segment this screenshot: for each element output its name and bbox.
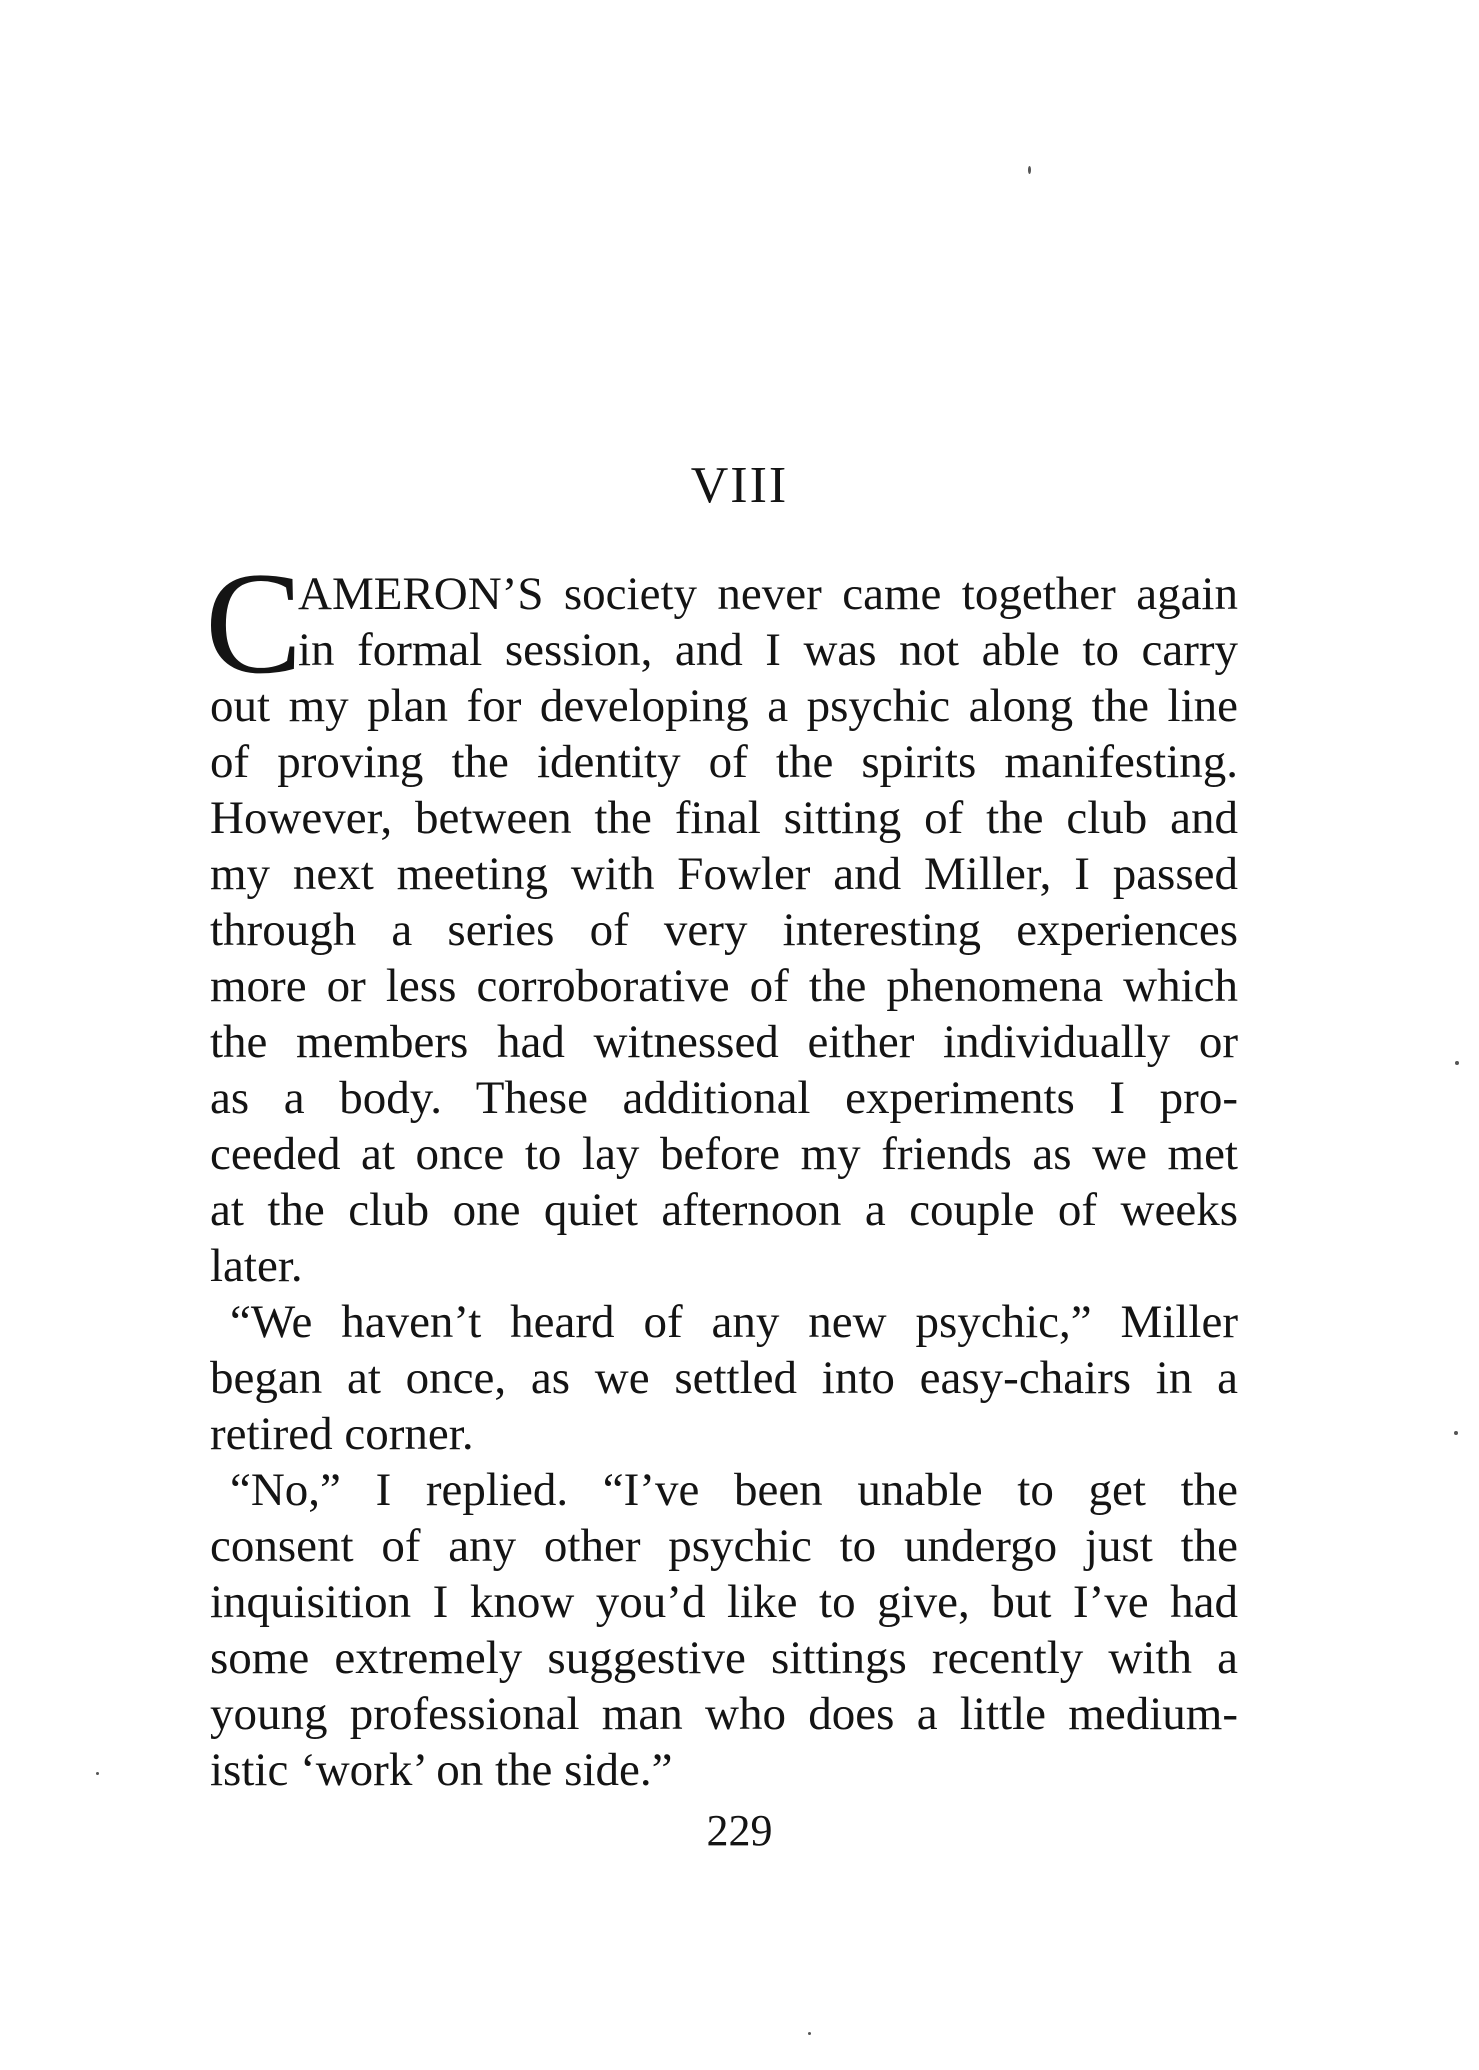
body-text: [210, 566, 1238, 1798]
print-speck: [1454, 1431, 1458, 1435]
text-line: retired corner.: [210, 1408, 474, 1460]
text-line: “No,” I replied. “I’ve been unable to get the: [230, 1464, 1238, 1516]
text-line: the members had witnessed either individually or: [210, 1016, 1238, 1068]
text-line: began at once, as we settled into easy-chairs in a: [210, 1352, 1238, 1404]
text-line: through a series of very interesting experiences: [210, 904, 1238, 956]
print-speck: [808, 2032, 811, 2035]
text-line: istic ‘work’ on the side.”: [210, 1744, 673, 1796]
text-line: later.: [210, 1240, 303, 1292]
text-line: my next meeting with Fowler and Miller, I passed: [210, 848, 1238, 900]
text-line: in formal session, and I was not able to carry: [298, 624, 1238, 676]
text-line: However, between the final sitting of the club and: [210, 792, 1238, 844]
text-line: at the club one quiet afternoon a couple of weeks: [210, 1184, 1238, 1236]
print-speck: [96, 1772, 99, 1775]
text-line: AMERON’S society never came together again: [298, 568, 1238, 620]
text-line: ceeded at once to lay before my friends as we met: [210, 1128, 1238, 1180]
drop-cap: C: [205, 542, 303, 704]
text-line: young professional man who does a little medium-: [210, 1688, 1238, 1740]
print-speck: [1028, 166, 1031, 174]
text-line: inquisition I know you’d like to give, but I’ve had: [210, 1576, 1238, 1628]
text-line: of proving the identity of the spirits manifesting.: [210, 736, 1238, 788]
text-line: “We haven’t heard of any new psychic,” Miller: [230, 1296, 1238, 1348]
print-speck: [1455, 1061, 1459, 1065]
text-line: more or less corroborative of the phenomena which: [210, 960, 1238, 1012]
text-line: some extremely suggestive sittings recently with a: [210, 1632, 1238, 1684]
page-number: 229: [706, 1806, 773, 1855]
text-line: as a body. These additional experiments I pro-: [210, 1072, 1238, 1124]
chapter-heading: VIII: [690, 457, 789, 514]
text-line: out my plan for developing a psychic along the line: [210, 680, 1238, 732]
text-line: consent of any other psychic to undergo just the: [210, 1520, 1238, 1572]
